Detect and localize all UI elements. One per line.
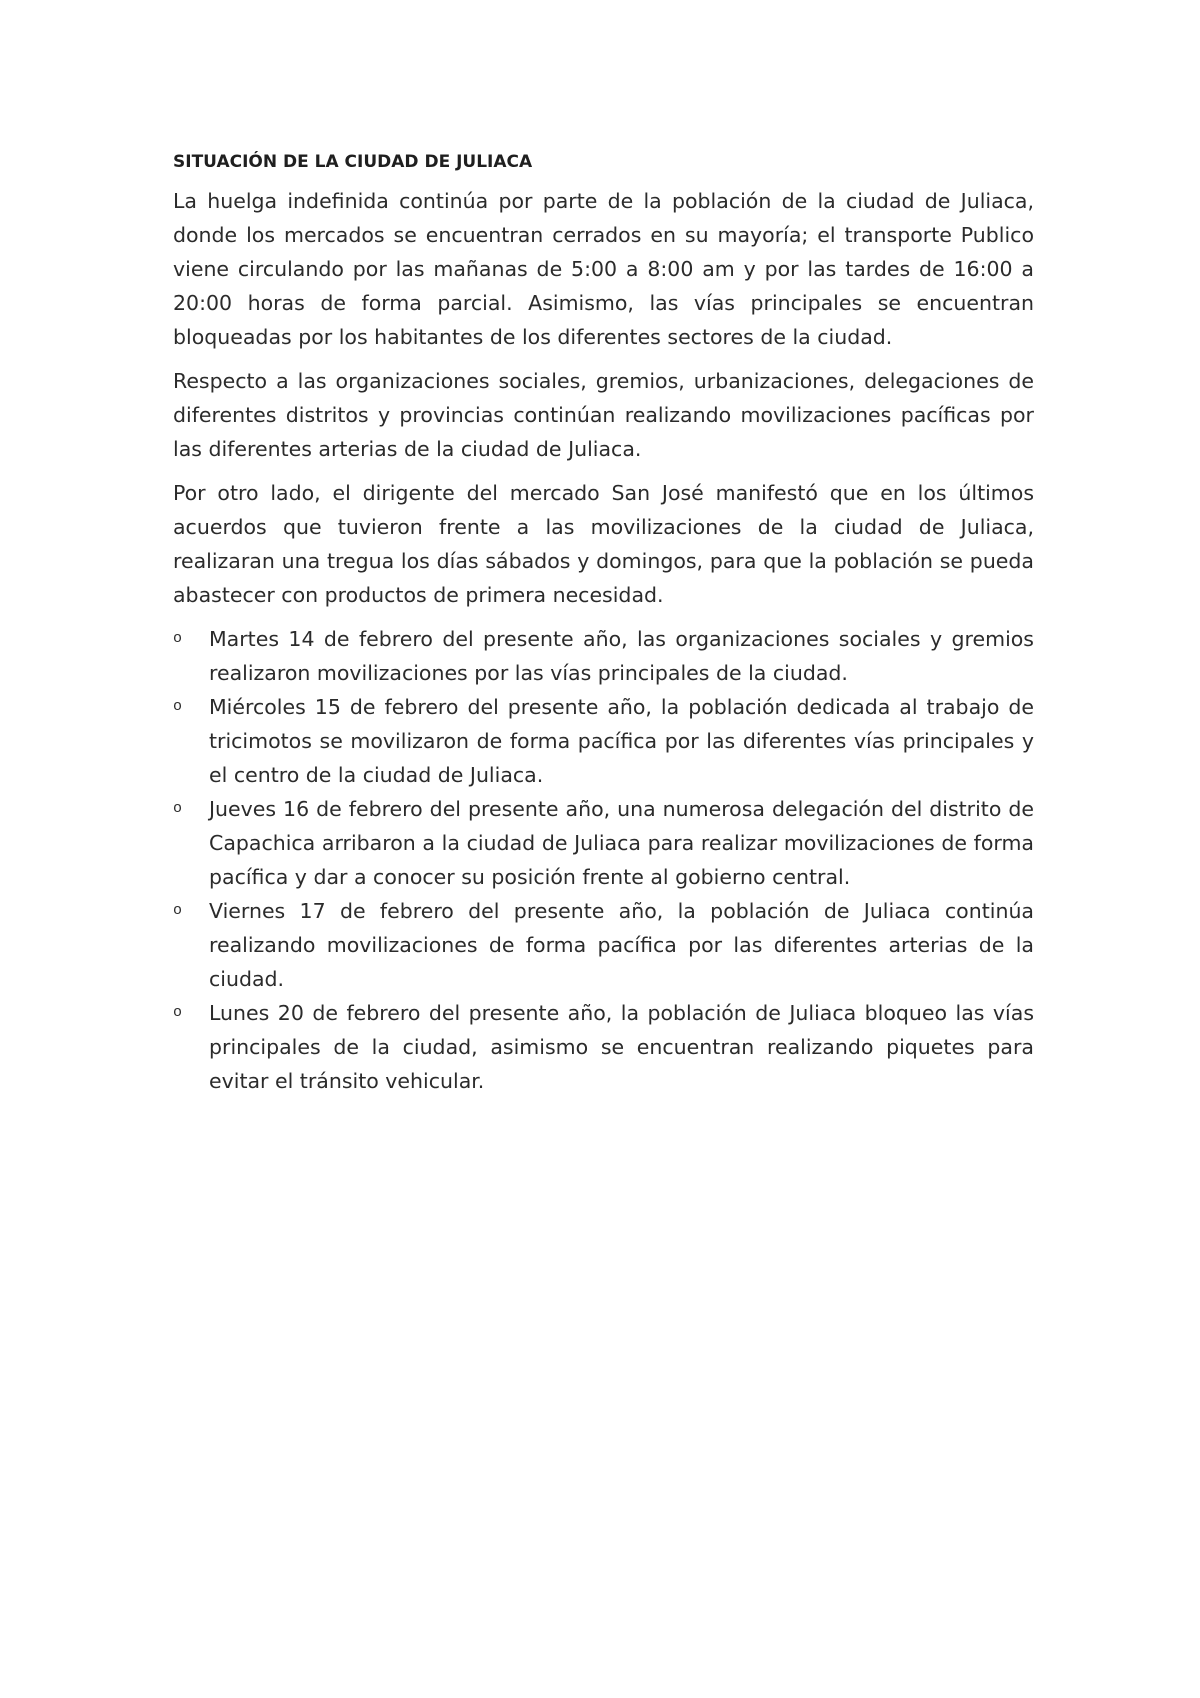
bullet-circle-icon: o [173,630,183,647]
list-item [173,894,1034,996]
list-item-text: Martes 14 de febrero del presente año, las organizaciones sociales y gremios realizaron movilizaciones por las vías principales de la ciudad. [209,627,1034,685]
list-item-text: Lunes 20 de febrero del presente año, la población de Juliaca bloqueo las vías principales de la ciudad, asimismo se encuentran realizando piquetes para evitar el tránsito vehicular. [209,1001,1034,1093]
bullet-circle-icon: o [173,902,183,919]
bullet-circle-icon: o [173,698,183,715]
events-list [173,622,1034,1098]
bullet-circle-icon: o [173,800,183,817]
paragraph-organizations: Respecto a las organizaciones sociales, gremios, urbanizaciones, delegaciones de diferentes distritos y provincias continúan realizando movilizaciones pacíficas por las diferentes arterias de la ciudad de Juliaca. [173,369,1034,461]
list-item-text: Jueves 16 de febrero del presente año, una numerosa delegación del distrito de Capachica arribaron a la ciudad de Juliaca para realizar movilizaciones de forma pacífica y dar a conocer su posición frente al gobierno central. [209,797,1034,889]
paragraph-market-truce: Por otro lado, el dirigente del mercado San José manifestó que en los últimos acuerdos que tuvieron frente a las movilizaciones de la ciudad de Juliaca, realizaran una tregua los días sábados y domingos, para que la población se pueda abastecer con productos de primera necesidad. [173,481,1034,607]
document-page [173,150,1034,1098]
list-item [173,996,1034,1098]
list-item [173,690,1034,792]
list-item-text: Viernes 17 de febrero del presente año, la población de Juliaca continúa realizando movilizaciones de forma pacífica por las diferentes arterias de la ciudad. [209,899,1034,991]
bullet-circle-icon: o [173,1004,183,1021]
list-item [173,622,1034,690]
paragraph-strike-status: La huelga indefinida continúa por parte de la población de la ciudad de Juliaca, donde los mercados se encuentran cerrados en su mayoría; el transporte Publico viene circulando por las mañanas de 5:00 a 8:00 am y por las tardes de 16:00 a 20:00 horas de forma parcial. Asimismo, las vías principales se encuentran bloqueadas por los habitantes de los diferentes sectores de la ciudad. [173,189,1034,349]
list-item-text: Miércoles 15 de febrero del presente año, la población dedicada al trabajo de tricimotos se movilizaron de forma pacífica por las diferentes vías principales y el centro de la ciudad de Juliaca. [209,695,1034,787]
list-item [173,792,1034,894]
document-title: SITUACIÓN DE LA CIUDAD DE JULIACA [173,152,533,172]
